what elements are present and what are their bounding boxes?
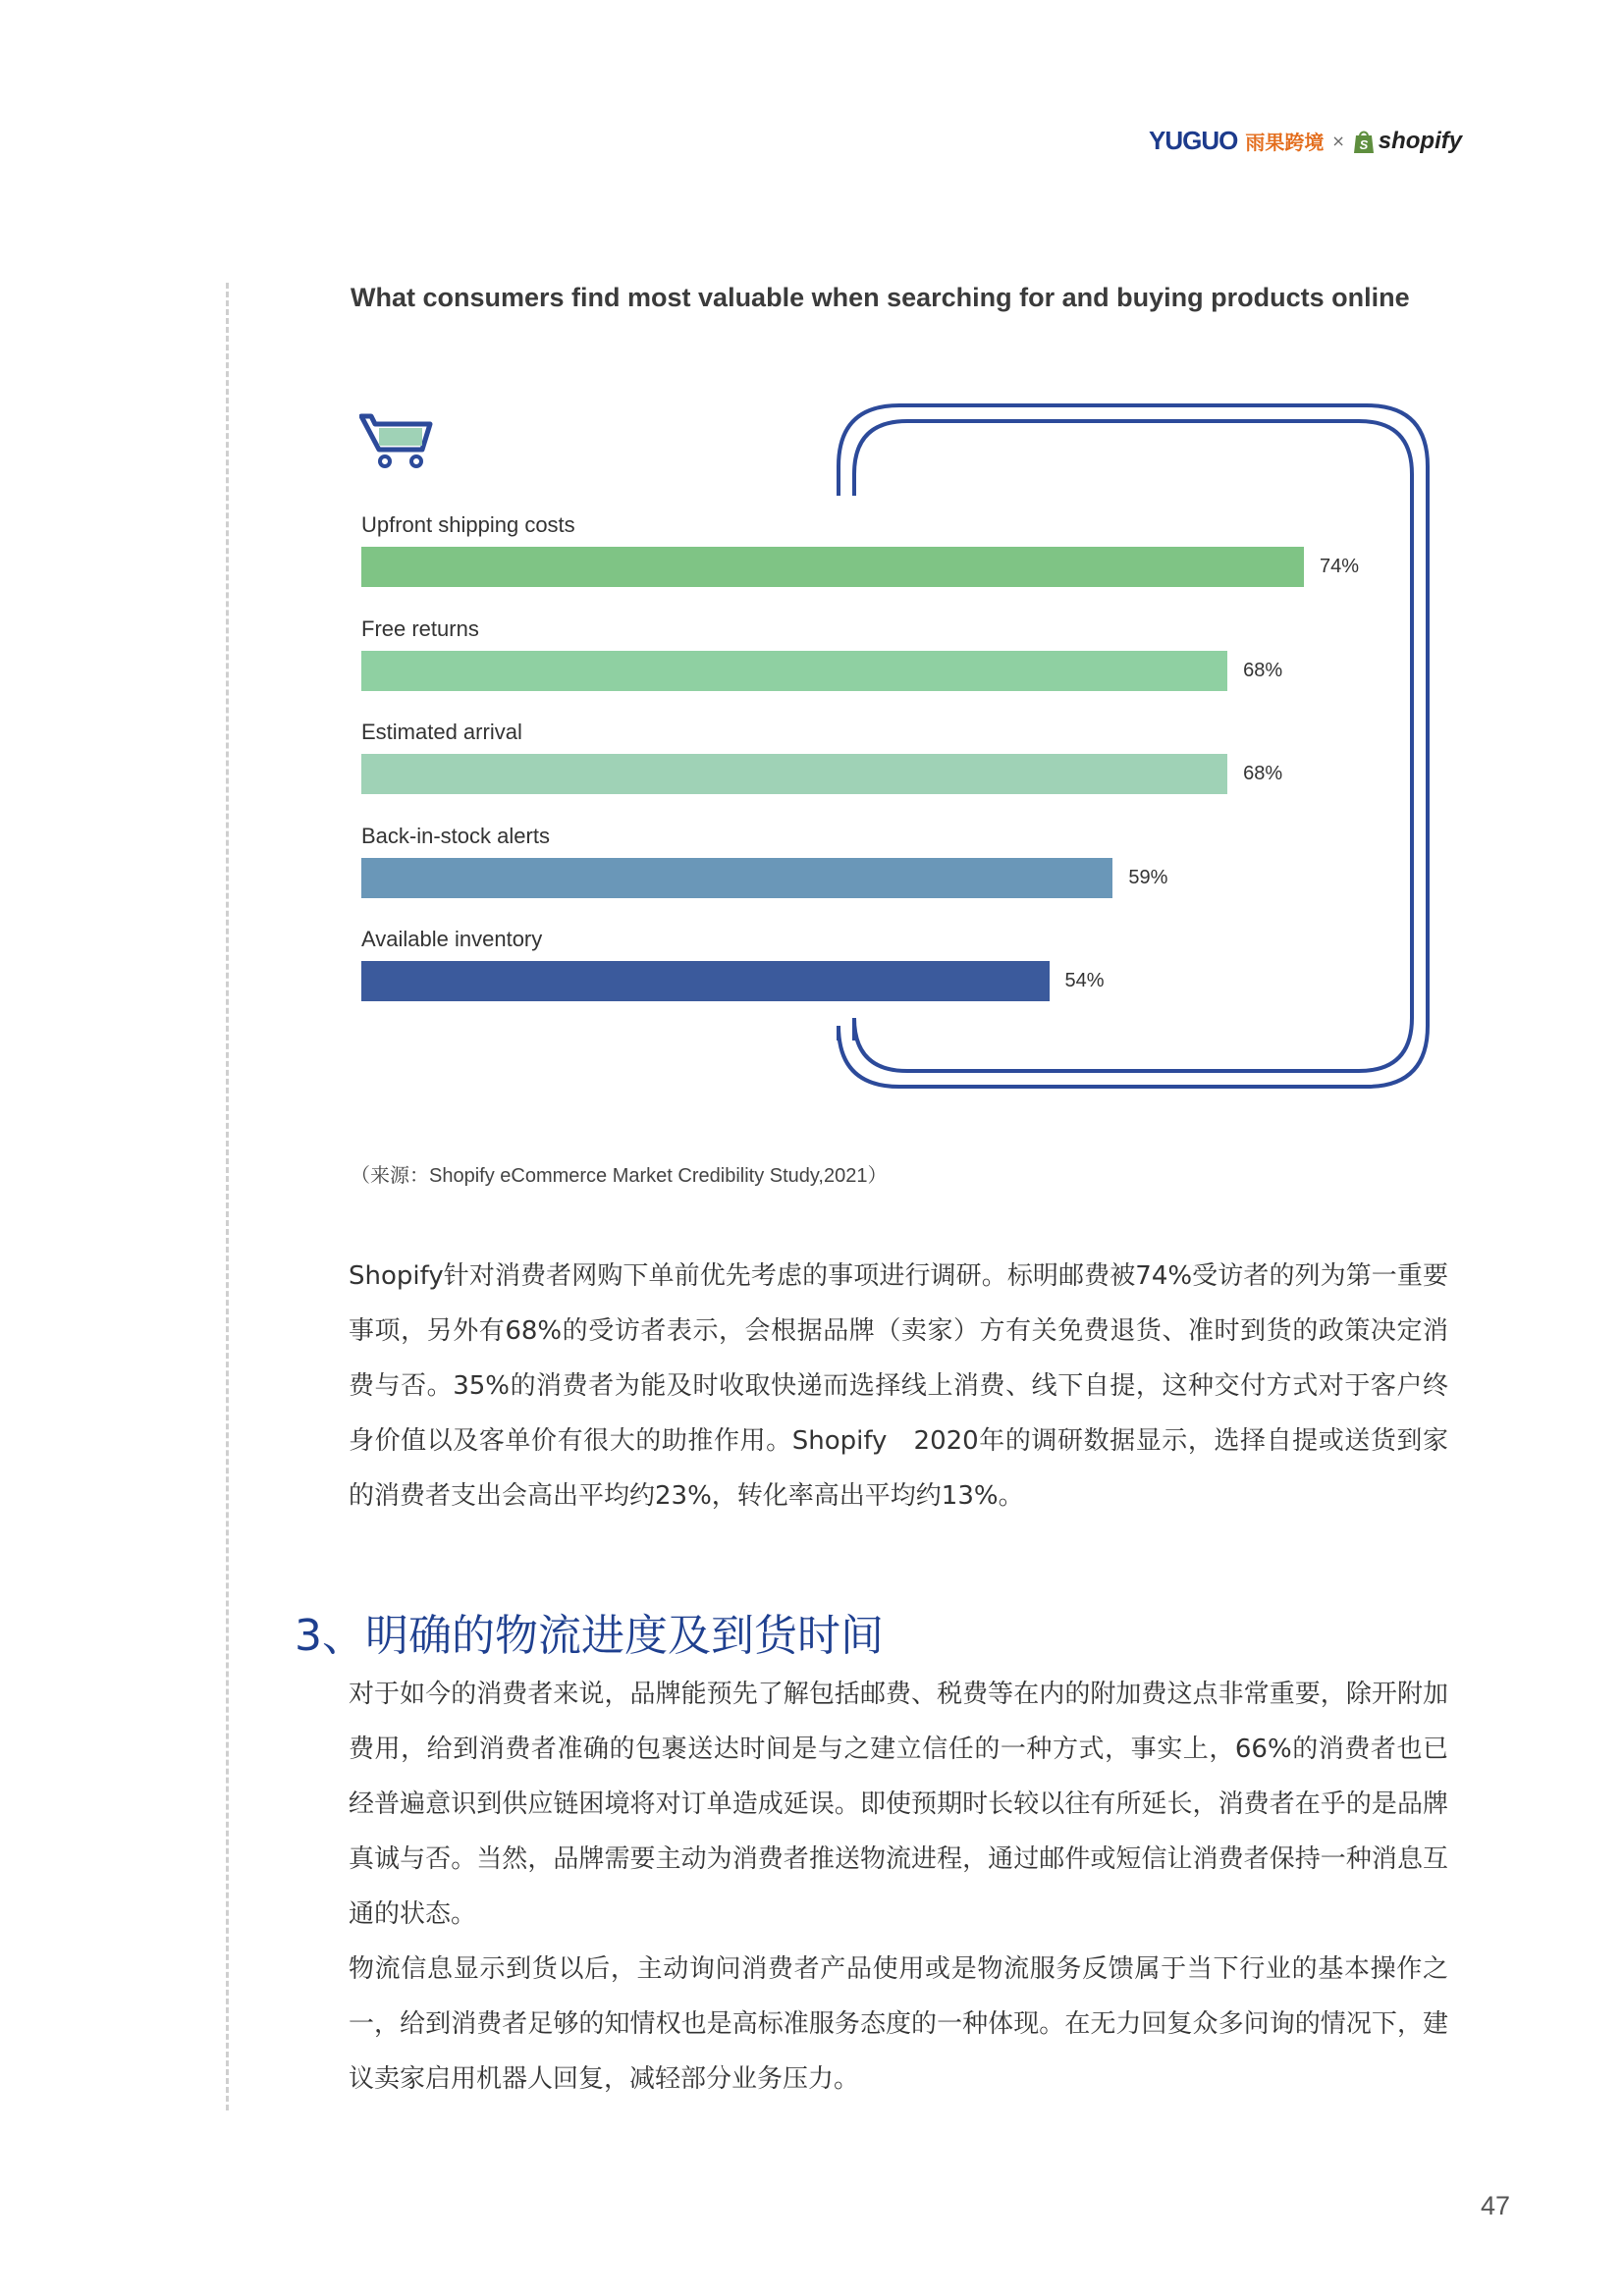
bar-value-back-in-stock-alerts: 59%	[1128, 866, 1168, 888]
chart-title: What consumers find most valuable when searching for and buying products online	[351, 283, 1410, 312]
bar-value-upfront-shipping-costs: 74%	[1320, 556, 1360, 577]
page-number: 47	[1481, 2191, 1511, 2220]
shopping-cart-icon	[359, 410, 438, 471]
bar-upfront-shipping-costs	[361, 547, 1304, 587]
bar-label-free-returns: Free returns	[361, 615, 479, 641]
yuguo-logo: YUGUO	[1149, 126, 1238, 155]
left-dashed-rule	[226, 283, 229, 2110]
paragraph-survey-findings: Shopify针对消费者网购下单前优先考虑的事项进行调研。标明邮费被74%受访者的列为第一重要事项，另外有68%的受访者表示，会根据品牌（卖家）方有关免费退货、准时到货的政策决定消费与否。35%的消费者为能及时收取快递而选择线上消费、线下自提，这种交付方式对于客户终身价值以及客单价有很大的助推作用。Shopify 2020年的调研数据显示，选择自提或送货到家的消费者支出会高出平均约23%，转化率高出平均约13%。	[349, 1261, 1448, 1511]
bar-estimated-arrival	[361, 754, 1227, 794]
bar-label-estimated-arrival: Estimated arrival	[361, 720, 522, 744]
paragraph-after-delivery-followup: 物流信息显示到货以后，主动询问消费者产品使用或是物流服务反馈属于当下行业的基本操作之一，给到消费者足够的知情权也是高标准服务态度的一种体现。在无力回复众多问询的情况下，建议卖家启用机器人回复，减轻部分业务压力。	[349, 1954, 1448, 2094]
shopify-bag-icon	[1353, 129, 1375, 154]
bar-available-inventory	[361, 961, 1050, 1001]
bar-label-available-inventory: Available inventory	[361, 927, 543, 951]
header-logo	[1149, 126, 1462, 156]
svg-text:S: S	[1359, 136, 1369, 152]
yuguo-cn-logo: 雨果跨境	[1245, 131, 1325, 154]
bar-value-estimated-arrival: 68%	[1243, 763, 1283, 784]
bar-back-in-stock-alerts	[361, 858, 1112, 898]
bar-value-free-returns: 68%	[1243, 659, 1283, 681]
section-title: 3、明确的物流进度及到货时间	[295, 1611, 884, 1661]
bar-label-back-in-stock-alerts: Back-in-stock alerts	[361, 823, 550, 848]
logo-separator: ×	[1331, 132, 1345, 150]
chart-source-note: （来源：Shopify eCommerce Market Credibility Study,2021）	[351, 1165, 888, 1187]
bar-label-upfront-shipping-costs: Upfront shipping costs	[361, 512, 575, 537]
paragraph-logistics-transparency: 对于如今的消费者来说，品牌能预先了解包括邮费、税费等在内的附加费这点非常重要，除开附加费用，给到消费者准确的包裹送达时间是与之建立信任的一种方式，事实上，66%的消费者也已经普遍意识到供应链困境将对订单造成延误。即使预期时长较以往有所延长，消费者在乎的是品牌真诚与否。当然，品牌需要主动为消费者推送物流进程，通过邮件或短信让消费者保持一种消息互通的状态。	[349, 1680, 1448, 1929]
bar-free-returns	[361, 651, 1227, 691]
bar-value-available-inventory: 54%	[1064, 970, 1105, 991]
shopify-wordmark: shopify	[1378, 127, 1463, 154]
shopify-logo	[1353, 128, 1462, 155]
